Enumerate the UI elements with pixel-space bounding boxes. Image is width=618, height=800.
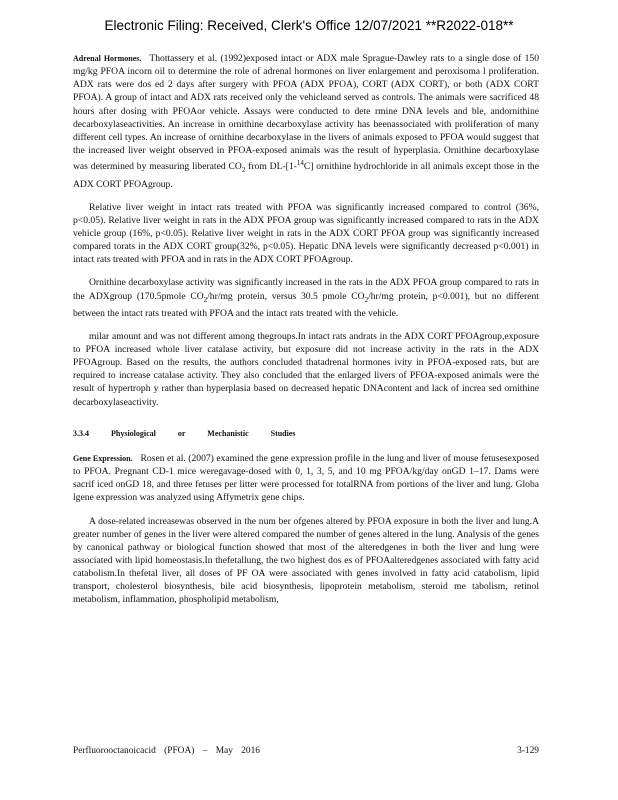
paragraph-ornithine [73, 276, 539, 319]
paragraph-text: A dose-related increasewas observed in the num ber ofgenes altered by PFOA exposure in both the liver and lung.A greater number of genes in the liver were altered compared the number of genes altered in the lung. Analysis of the genes by canonical pathway or biological function showed that most of the alteredgenes in both the liver and lung were associated with lipid homeostasis.In thefetallung, the two highest dos es of PFOAalteredgenes associated with fatty acid catabolism.In thefetal liver, all doses of PF OA were associated with genes involved in fatty acid catabolism, lipid transport, cholesterol biosynthesis, bile acid biosynthesis, lipoprotein metabolism, steroid me tabolism, retinol metabolism, inflammation, phospholipid metabolism, [73, 515, 539, 606]
paragraph-text: Relative liver weight in intact rats treated with PFOA was significantly increased compared to control (36%, p<0.05). Relative liver weight in rats in the ADX PFOA group was significantly increased compared to rats in the ADX vehicle group (16%, p<0.05). Relative liver weight in rats in the ADX CORT PFOA group was significantly increased compared torats in the ADX CORT group(32%, p<0.05). Hepatic DNA levels were significantly decreased p<0.001) in intact rats treated with PFOA and in rats in the ADX CORT PFOAgroup. [73, 201, 539, 266]
runin-heading-adrenal: Adrenal Hormones. [73, 54, 142, 63]
paragraph-text: C] ornithine hydrochloride in all animals except those in the ADX CORT PFOAgroup. [73, 161, 539, 190]
paragraph-text: Rosen et al. (2007) examined the gene expression profile in the lung and liver of mouse fetusesexposed to PFOA. Pregnant CD-1 mice weregavage-dosed with 0, 1, 3, 5, and 10 mg PFOA/kg/day onGD 1–17. Dams were sacrif iced onGD 18, and three fetuses per litter were processed for totalRNA from portions of the liver and lung. Globa lgene expression was analyzed using Affymetrix gene chips. [73, 452, 539, 504]
paragraph-relative-liver-weight [73, 201, 539, 267]
subscript: 2 [364, 295, 369, 304]
paragraph-catalase [73, 330, 539, 409]
document-body [73, 52, 539, 617]
paragraph-text: /hr/mg protein, p<0.001), but no different between the intact rats treated with PFOA and the intact rats treated with the vehicle. [73, 290, 539, 319]
paragraph-text: Ornithine decarboxylase activity was significantly increased in the rats in the ADX PFOA group compared to rats in the ADXgroup (170.5pmole CO [73, 277, 539, 302]
paragraph-text: Thottassery et al. (1992)exposed intact or ADX male Sprague-Dawley rats to a single dose of 150 mg/kg PFOA incorn oil to determine the role of adrenal hormones on liver enlargement and peroxisoma l proliferation. ADX rats were dos ed 2 days after surgery with PFOA (ADX PFOA), CORT (ADX CORT), or both (ADX CORT PFOA). A group of intact and ADX rats received only the vehicleand served as controls. The animals were sacrificed 48 hours after dosing with PFOAor vehicle. Assays were conducted to dete rmine DNA levels and [73, 53, 539, 117]
filing-banner: Electronic Filing: Received, Clerk's Office 12/07/2021 **R2022-018** [104, 18, 514, 33]
section-title: Physiological or Mechanistic Studies [111, 428, 296, 438]
paragraph-adrenal-hormones [73, 52, 539, 191]
page-number: 3-129 [517, 746, 539, 756]
runin-heading-gene: Gene Expression. [73, 453, 133, 463]
section-number: 3.3.4 [73, 428, 89, 438]
paragraph-gene-expression [73, 452, 539, 505]
paragraph-text: ivity in PFOA-exposed rats, but are required to increase catalase activity. They also concluded that the enlarged livers of PFOA-exposed animals were the result of hypertroph y rather than hyperplasia based on decreased hepatic DNAcontent and lack of increa sed ornithine decarboxylaseactivity. [73, 357, 539, 408]
paragraph-text: ble, andornithine decarboxylaseactivities. An increase in ornithine decarboxylase activity has beenassociated with proliferation of many different cell types. An increase of ornithine decarboxylase in the livers of animals exposed to PFOA would suggest that the increased liver weight observed in PFOA-exposed animals was the result of hyperplasia. Ornithine decarboxylase was determined by measuring liberated CO [73, 105, 539, 173]
section-heading [73, 427, 539, 440]
paragraph-text: /hr/mg protein, versus 30.5 pmole CO [207, 290, 365, 302]
paragraph-dose-related [73, 515, 539, 607]
subscript: 2 [203, 295, 208, 304]
paragraph-text: from DL-[1- [245, 161, 297, 173]
footer-document-title: Perfluorooctanoicacid (PFOA) – May 2016 [73, 746, 260, 756]
superscript: 14 [296, 159, 304, 168]
paragraph-text: milar amount and was not different among thegroups.In intact rats andrats in the ADX CORT PFOAgroup,exposure to PFOA increased whole liver catalase activity, but exposure did not increase activity in the rats in the ADX PFOAgroup. Based on the results, the authors concluded thatadrenal hormones [73, 330, 539, 369]
subscript: 2 [241, 166, 246, 175]
